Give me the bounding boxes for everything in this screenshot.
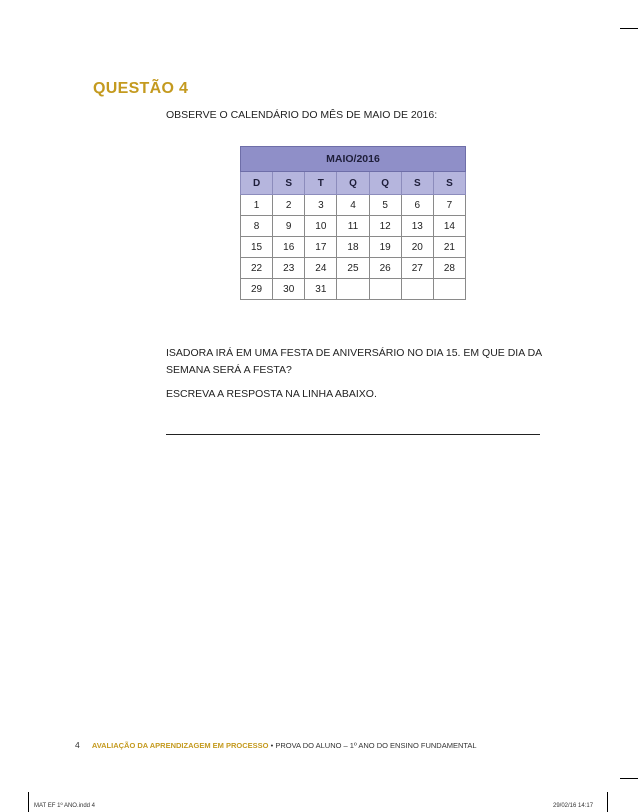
calendar-table [240, 146, 466, 300]
calendar-week [241, 279, 466, 300]
calendar-week [241, 216, 466, 237]
crop-mark [607, 792, 608, 812]
calendar-day: 13 [401, 216, 433, 237]
calendar-day: 12 [369, 216, 401, 237]
question-prompt: ISADORA IRÁ EM UMA FESTA DE ANIVERSÁRIO NO DIA 15. EM QUE DIA DA SEMANA SERÁ A FESTA? [166, 347, 542, 376]
page-footer [75, 740, 477, 750]
calendar-day: 31 [305, 279, 337, 300]
crop-mark [28, 792, 29, 812]
weekday-header: Q [369, 172, 401, 195]
weekday-header: T [305, 172, 337, 195]
calendar-day: 25 [337, 258, 369, 279]
calendar-month-title: MAIO/2016 [241, 147, 466, 172]
calendar-day: 26 [369, 258, 401, 279]
calendar-day: 29 [241, 279, 273, 300]
question-title: QUESTÃO 4 [93, 80, 189, 97]
calendar-day: 21 [433, 237, 465, 258]
calendar-day: 6 [401, 195, 433, 216]
calendar-day [369, 279, 401, 300]
weekday-header: S [273, 172, 305, 195]
calendar-day: 2 [273, 195, 305, 216]
calendar-day: 15 [241, 237, 273, 258]
question-intro: OBSERVE O CALENDÁRIO DO MÊS DE MAIO DE 2016: [166, 109, 438, 121]
footer-series-title: AVALIAÇÃO DA APRENDIZAGEM EM PROCESSO [91, 741, 269, 750]
calendar-day: 24 [305, 258, 337, 279]
calendar-day: 11 [337, 216, 369, 237]
calendar-day: 8 [241, 216, 273, 237]
calendar-day: 20 [401, 237, 433, 258]
calendar-day [433, 279, 465, 300]
calendar-day [337, 279, 369, 300]
calendar-day: 1 [241, 195, 273, 216]
calendar-day: 28 [433, 258, 465, 279]
crop-mark [620, 28, 638, 29]
page-number: 4 [75, 740, 80, 750]
calendar-week [241, 258, 466, 279]
calendar-day: 3 [305, 195, 337, 216]
calendar-week [241, 195, 466, 216]
answer-line[interactable] [166, 434, 540, 435]
calendar-day: 7 [433, 195, 465, 216]
footer-details: • PROVA DO ALUNO – 1º ANO DO ENSINO FUNDAMENTAL [270, 741, 477, 750]
calendar-week [241, 237, 466, 258]
weekday-header: S [401, 172, 433, 195]
weekday-header: D [241, 172, 273, 195]
calendar-day: 27 [401, 258, 433, 279]
calendar-day: 19 [369, 237, 401, 258]
calendar-day: 22 [241, 258, 273, 279]
slug-date: 29/02/16 14:17 [553, 803, 594, 809]
calendar-day: 16 [273, 237, 305, 258]
calendar-day: 17 [305, 237, 337, 258]
calendar-day: 23 [273, 258, 305, 279]
calendar-day: 10 [305, 216, 337, 237]
crop-mark [620, 778, 638, 779]
calendar-day [401, 279, 433, 300]
calendar-day: 14 [433, 216, 465, 237]
weekday-header: Q [337, 172, 369, 195]
calendar-day: 9 [273, 216, 305, 237]
calendar-day: 18 [337, 237, 369, 258]
slug-file-name: MAT EF 1º ANO.indd 4 [34, 803, 95, 809]
answer-instruction: ESCREVA A RESPOSTA NA LINHA ABAIXO. [166, 388, 377, 400]
weekday-header: S [433, 172, 465, 195]
calendar-day: 4 [337, 195, 369, 216]
calendar-day: 30 [273, 279, 305, 300]
calendar-day: 5 [369, 195, 401, 216]
